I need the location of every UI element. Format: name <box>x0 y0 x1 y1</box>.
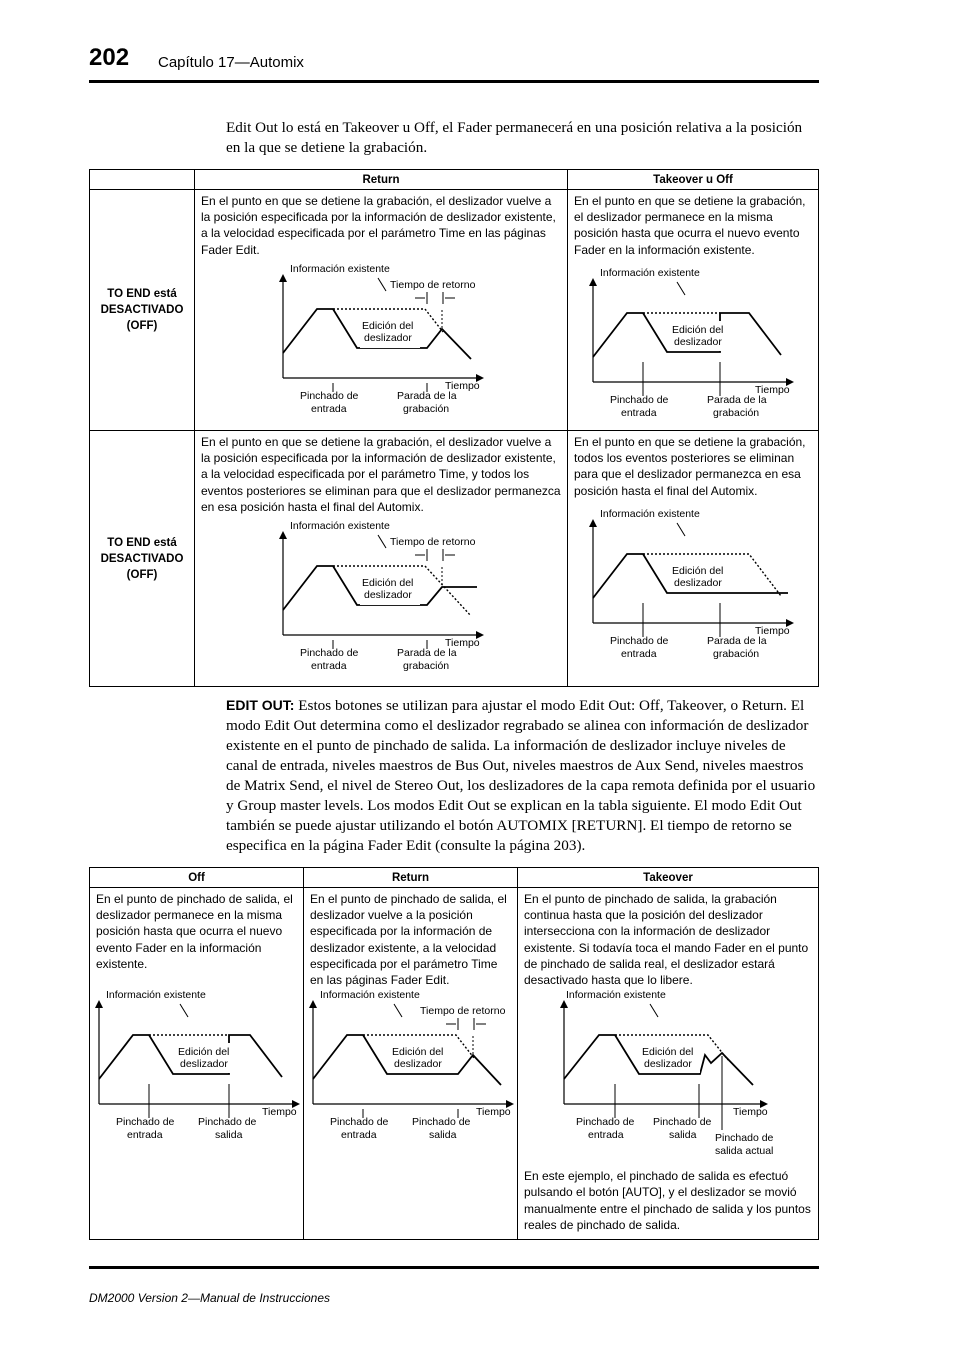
label-punch-in: Pinchado de <box>300 647 359 660</box>
header-takeover: Takeover <box>518 868 819 888</box>
label-rec-stop: grabación <box>403 660 450 673</box>
return-description: En el punto en que se detiene la grabación, el deslizador vuelve a la posición especificada por la información de deslizador existente, a la velocidad especificada por el parámetro Time en las páginas Fader Edit. <box>201 194 556 257</box>
diagram-return <box>199 515 499 680</box>
header-return: Return <box>195 170 568 190</box>
row-label-line: (OFF) <box>126 568 158 581</box>
edit-out-table <box>89 867 819 1240</box>
header-return: Return <box>304 868 518 888</box>
return-cell <box>195 190 568 431</box>
label-time: Tiempo <box>445 379 480 392</box>
label-existing: Información existente <box>600 507 700 520</box>
takeover-cell <box>518 888 819 1240</box>
page-number: 202 <box>89 44 130 71</box>
label-punch-in: entrada <box>311 402 347 415</box>
label-punch-in: Pinchado de <box>610 393 669 406</box>
row-label <box>90 190 195 431</box>
diagram-takeover <box>572 503 812 668</box>
off-cell <box>90 888 304 1240</box>
label-time: Tiempo <box>755 383 790 396</box>
table-row <box>90 190 819 431</box>
label-fader-edit: Edición del <box>392 1046 444 1059</box>
label-fader-edit: Edición del <box>362 319 414 332</box>
takeover-description: En el punto en que se detiene la grabación, todos los eventos posteriores se eliminan para que el deslizador permanezca en esa posición hasta el final del Automix. <box>574 435 806 498</box>
header-takeover-off: Takeover u Off <box>568 170 819 190</box>
label-punch-out: Pinchado de <box>412 1116 471 1129</box>
edit-out-paragraph <box>226 696 818 856</box>
label-punch-in: Pinchado de <box>300 389 359 402</box>
label-rec-stop: Parada de la <box>707 634 767 647</box>
intro-paragraph: Edit Out lo está en Takeover u Off, el Fader permanecerá en una posición relativa a la posición en la que se detiene la grabación. <box>226 119 803 156</box>
diagram-return <box>308 984 516 1149</box>
label-time: Tiempo <box>733 1106 768 1119</box>
label-fader-edit: deslizador <box>364 331 412 344</box>
edit-out-text: Estos botones se utilizan para ajustar el modo Edit Out: Off, Takeover, o Return. El modo Edit Out determina como el deslizador regrabado se alinea con información de deslizador existente en el punto de pinchado de salida. La información de deslizador incluye niveles de canal de entrada, niveles maestros de Bus Out, niveles maestros de Aux Send, niveles maestros de Matrix Send, el nivel de Stereo Out, los deslizadores de la capa remota definida por el usuario y Group master levels. Los modos Edit Out se explican en la tabla siguiente. El modo Edit Out también se puede ajustar utilizando el botón AUTOMIX [RETURN]. El tiempo de retorno se especifica en la página Fader Edit (consulte la página 203). <box>226 697 816 854</box>
footer-text: DM2000 Version 2—Manual de Instrucciones <box>89 1291 331 1305</box>
label-existing: Información existente <box>320 989 420 1002</box>
label-fader-edit: Edición del <box>178 1046 230 1059</box>
label-punch-in: entrada <box>341 1129 377 1142</box>
label-fader-edit: Edición del <box>672 564 724 577</box>
table-row <box>90 888 819 1240</box>
label-fader-edit: deslizador <box>644 1058 692 1071</box>
label-punch-in: Pinchado de <box>576 1116 635 1129</box>
label-rec-stop: Parada de la <box>397 389 457 402</box>
label-return-time: Tiempo de retorno <box>390 536 476 549</box>
label-punch-in: Pinchado de <box>610 634 669 647</box>
label-punch-out: salida <box>215 1129 243 1142</box>
label-return-time: Tiempo de retorno <box>420 1005 506 1018</box>
row-label <box>90 431 195 687</box>
label-time: Tiempo <box>445 637 480 650</box>
label-punch-out: Pinchado de <box>653 1116 712 1129</box>
row-label-line: TO END está <box>107 536 177 549</box>
table-row <box>90 431 819 687</box>
header-rule <box>89 80 819 83</box>
diagram-return <box>199 258 499 423</box>
label-time: Tiempo <box>476 1106 511 1119</box>
table-header-row <box>90 170 819 190</box>
table-header-row <box>90 868 819 888</box>
label-return-time: Tiempo de retorno <box>390 278 476 291</box>
label-rec-stop: grabación <box>713 406 760 419</box>
label-fader-edit: deslizador <box>674 335 722 348</box>
label-time: Tiempo <box>262 1106 297 1119</box>
return-cell <box>304 888 518 1240</box>
label-rec-stop: Parada de la <box>397 647 457 660</box>
header-off: Off <box>90 868 304 888</box>
diagram-off <box>94 984 302 1149</box>
to-end-table <box>89 169 819 687</box>
edit-out-label: EDIT OUT: <box>226 697 295 713</box>
label-punch-in: entrada <box>588 1129 624 1142</box>
label-time: Tiempo <box>755 624 790 637</box>
takeover-cell <box>568 190 819 431</box>
label-existing: Información existente <box>566 989 666 1002</box>
row-label-line: TO END está <box>107 288 177 300</box>
row-label-line: DESACTIVADO <box>100 304 184 316</box>
return-description: En el punto de pinchado de salida, el deslizador vuelve a la posición especificada por la información de deslizador existente, a la velocidad especificada por el parámetro Time en las páginas Fader Edit. <box>310 892 507 988</box>
takeover-description: En el punto en que se detiene la grabación, el deslizador permanece en la misma posición hasta que ocurra el nuevo evento Fader en la información existente. <box>574 194 806 257</box>
label-existing: Información existente <box>106 989 206 1002</box>
return-cell <box>195 431 568 687</box>
label-fader-edit: deslizador <box>394 1058 442 1071</box>
label-fader-edit: deslizador <box>180 1058 228 1071</box>
footer-rule <box>89 1266 819 1269</box>
diagram-takeover <box>572 262 812 427</box>
diagram-takeover <box>522 984 812 1164</box>
label-actual-punch-out: Pinchado de <box>715 1132 774 1145</box>
label-punch-out: salida <box>669 1129 697 1142</box>
takeover-cell <box>568 431 819 687</box>
return-description: En el punto en que se detiene la grabación, el deslizador vuelve a la posición especificada por la información de deslizador existente, a la velocidad especificada por el parámetro Time, y todos los eventos posteriores se eliminan para que el deslizador permanezca en esa posición hasta el final del Automix. <box>201 435 561 514</box>
label-punch-in: entrada <box>127 1129 163 1142</box>
takeover-note: En este ejemplo, el pinchado de salida es efectuó pulsando el botón [AUTO], y el deslizador se movió manualmente entre el pinchado de salida y los puntos reales de pinchado de salida. <box>524 1169 811 1232</box>
label-punch-in: entrada <box>311 660 347 673</box>
label-rec-stop: grabación <box>713 647 760 660</box>
label-punch-in: entrada <box>621 406 657 419</box>
label-fader-edit: deslizador <box>364 589 412 602</box>
off-description: En el punto de pinchado de salida, el deslizador permanece en la misma posición hasta que ocurra el nuevo evento Fader en la información existente. <box>96 892 293 971</box>
label-punch-out: salida <box>429 1129 457 1142</box>
label-fader-edit: deslizador <box>674 576 722 589</box>
label-punch-in: Pinchado de <box>330 1116 389 1129</box>
row-label-line: DESACTIVADO <box>100 552 184 565</box>
label-existing: Información existente <box>600 266 700 279</box>
label-punch-in: Pinchado de <box>116 1116 175 1129</box>
label-fader-edit: Edición del <box>642 1046 694 1059</box>
label-punch-out: Pinchado de <box>198 1116 257 1129</box>
chapter-title: Capítulo 17—Automix <box>158 54 304 71</box>
label-punch-in: entrada <box>621 647 657 660</box>
label-rec-stop: Parada de la <box>707 393 767 406</box>
label-fader-edit: Edición del <box>362 577 414 590</box>
row-label-line: (OFF) <box>126 320 158 332</box>
takeover-description: En el punto de pinchado de salida, la grabación continua hasta que la posición del deslizador intersecciona con la información de deslizador existente. Si todavía toca el mando Fader en el punto de pinchado de salida real, el deslizador estará desactivado hasta que lo libere. <box>524 892 809 988</box>
label-existing: Información existente <box>290 262 390 275</box>
label-actual-punch-out: salida actual <box>715 1145 774 1158</box>
label-fader-edit: Edición del <box>672 323 724 336</box>
label-existing: Información existente <box>290 520 390 533</box>
header-blank <box>90 170 195 190</box>
label-rec-stop: grabación <box>403 402 450 415</box>
